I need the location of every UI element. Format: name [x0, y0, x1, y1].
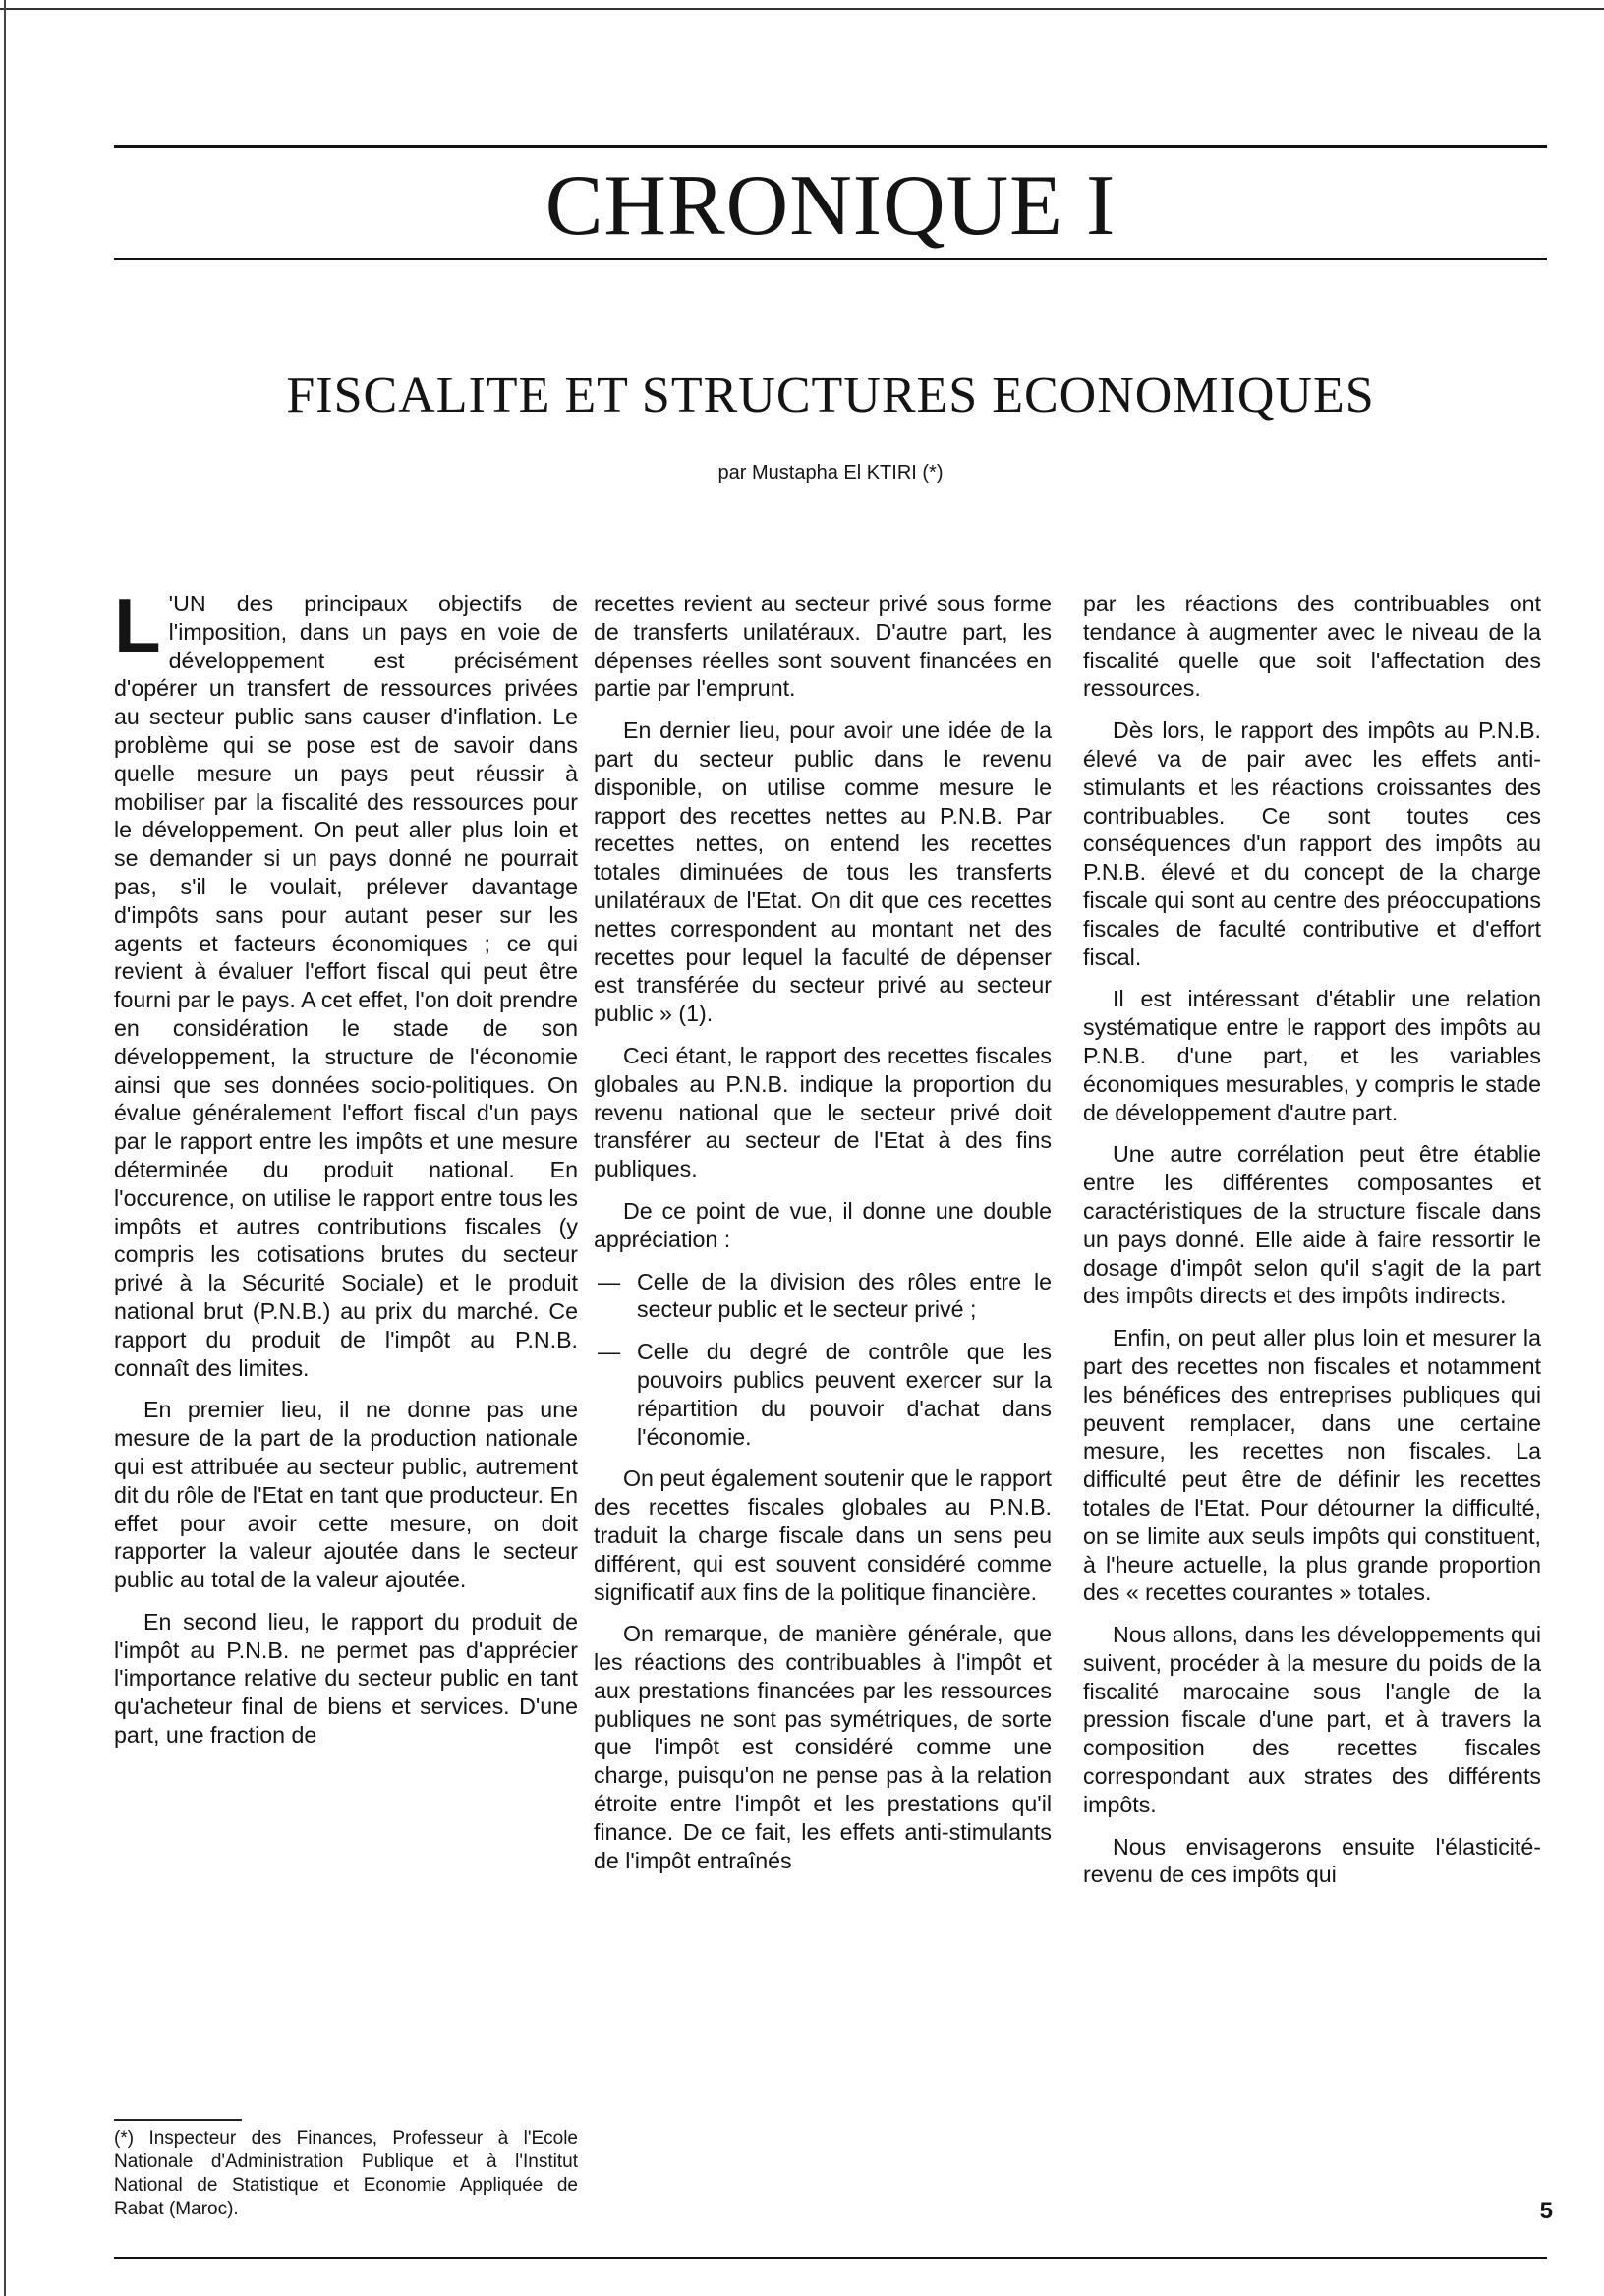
- page-bottom-rule: [114, 2257, 1547, 2259]
- chronicle-heading: CHRONIQUE I: [544, 158, 1117, 254]
- header-rule-top: [114, 145, 1547, 148]
- article-author: par Mustapha El KTIRI (*): [717, 462, 944, 484]
- list-item-text: Celle de la division des rôles entre le secteur public et le secteur privé ;: [637, 1268, 1052, 1323]
- page-number: 5: [1539, 2198, 1553, 2224]
- footnote: (*) Inspecteur des Finances, Professeur à l'Ecole Nationale d'Administration Publique et à l'Institut National de Statistique et Economie Appliquée de Rabat (Maroc).: [114, 2128, 578, 2219]
- paragraph: Ceci étant, le rapport des recettes fiscales globales au P.N.B. indique la proportion du revenu national que le secteur privé doit transférer au secteur de l'Etat à des fins publiques.: [594, 1042, 1052, 1182]
- drop-cap: L: [114, 590, 161, 668]
- paragraph: Une autre corrélation peut être établie entre les différentes composantes et caractéristiques de la structure fiscale dans un pays donné. Elle aide à faire ressortir le dosage d'impôt selon qu'il s'agit de la part des impôts directs et des impôts indirects.: [1083, 1141, 1541, 1309]
- paragraph: Il est intéressant d'établir une relation systématique entre le rapport des impôts au P.N.B. d'une part, et les variables économiques mesurables, y compris le stade de développement d'autre part.: [1083, 986, 1541, 1125]
- page-top-edge: [0, 8, 1604, 10]
- paragraph: par les réactions des contribuables ont tendance à augmenter avec le niveau de la fiscalité quelle que soit l'affectation des ressources.: [1083, 591, 1541, 702]
- footnote-rule: [114, 2119, 242, 2121]
- paragraph: En second lieu, le rapport du produit de l'impôt au P.N.B. ne permet pas d'apprécier l'importance relative du secteur public en tant qu'acheteur final de biens et services. D'une part, une fraction de: [114, 1608, 578, 1749]
- paragraph: Nous allons, dans les développements qui suivent, procéder à la mesure du poids de la fiscalité marocaine sous l'angle de la pression fiscale d'une part, et à travers la composition des recettes fiscales correspondant aux strates des différents impôts.: [1083, 1622, 1541, 1817]
- paragraph: Nous envisagerons ensuite l'élasticité-revenu de ces impôts qui: [1083, 1833, 1541, 1888]
- paragraph: recettes revient au secteur privé sous forme de transferts unilatéraux. D'autre part, les dépenses réelles sont souvent financées en partie par l'emprunt.: [594, 591, 1052, 702]
- paragraph: En premier lieu, il ne donne pas une mesure de la part de la production nationale qui est attribuée au secteur public, autrement dit du rôle de l'Etat en tant que producteur. En effet pour avoir cette mesure, on doit rapporter la valeur ajoutée dans le secteur public au total de la valeur ajoutée.: [114, 1397, 578, 1593]
- dash-list-item: [594, 1338, 1052, 1451]
- paragraph: Dès lors, le rapport des impôts au P.N.B. élevé va de pair avec les effets anti-stimulants et les réactions croissantes des contribuables. Ce sont toutes ces conséquences d'un rapport des impôts au P.N.B. élevé et du concept de la charge fiscale qui sont au centre des préoccupations fiscales de faculté contributive et d'effort fiscal.: [1083, 718, 1541, 970]
- text-column-1: [114, 590, 578, 2123]
- paragraph: En dernier lieu, pour avoir une idée de la part du secteur public dans le revenu disponible, on utilise comme mesure le rapport des recettes nettes au P.N.B. Par recettes nettes, on entend les recettes totales diminuées de tous les transferts unilatéraux de l'Etat. On dit que ces recettes nettes correspondent au montant net des recettes pour lequel la faculté de dépenser est transférée du secteur privé au secteur public » (1).: [594, 718, 1052, 1027]
- dash-marker: —: [598, 1339, 621, 1365]
- paragraph: On remarque, de manière générale, que les réactions des contribuables à l'impôt et aux prestations financées par les ressources publiques ne sont pas symétriques, de sorte que l'impôt est considéré comme une charge, puisqu'on ne pense pas à la relation étroite entre l'impôt et les prestations qu'il finance. De ce fait, les effets anti-stimulants de l'impôt entraînés: [594, 1621, 1052, 1873]
- paragraph-text: 'UN des principaux objectifs de l'imposition, dans un pays en voie de développement est précisément d'opérer un transfert de ressources privées au secteur public sans causer d'inflation. Le problème qui se pose est de savoir dans quelle mesure un pays peut réussir à mobiliser par la fiscalité des ressources pour le développement. On peut aller plus loin et se demander si un pays donné ne pourrait pas, s'il le voulait, prélever davantage d'impôts sans pour autant peser sur les agents et facteurs économiques ; ce qui revient à évaluer l'effort fiscal qui peut être fourni par le pays. A cet effet, l'on doit prendre en considération le stade de son développement, la structure de l'économie ainsi que ses données socio-politiques. On évalue généralement l'effort fiscal d'un pays par le rapport entre les impôts et une mesure déterminée du produit national. En l'occurence, on utilise le rapport entre tous les impôts et autres contributions fiscales (y compris les cotisations brutes du secteur privé à la Sécurité Sociale) et le produit national brut (P.N.B.) au prix du marché. Ce rapport du produit de l'impôt au P.N.B. connaît des limites.: [114, 591, 578, 1381]
- header-rule-bottom: [114, 258, 1547, 260]
- article-title: FISCALITE ET STRUCTURES ECONOMIQUES: [286, 368, 1375, 424]
- paragraph: De ce point de vue, il donne une double appréciation :: [594, 1197, 1052, 1252]
- paragraph: On peut également soutenir que le rapport des recettes fiscales globales au P.N.B. traduit la charge fiscale dans un sens peu différent, qui est souvent considéré comme significatif aux fins de la politique financière.: [594, 1465, 1052, 1605]
- dash-marker: —: [598, 1268, 621, 1294]
- text-column-3: [1083, 590, 1541, 2123]
- page-left-edge: [4, 0, 6, 2296]
- dash-list-item: [594, 1268, 1052, 1325]
- paragraph: [114, 590, 578, 1382]
- list-item-text: Celle du degré de contrôle que les pouvoirs publics peuvent exercer sur la répartition du pouvoir d'achat dans l'économie.: [637, 1339, 1052, 1450]
- text-column-2: [594, 590, 1052, 2123]
- paragraph: Enfin, on peut aller plus loin et mesurer la part des recettes non fiscales et notamment les bénéfices des entreprises publiques qui peuvent remplacer, dans une certaine mesure, les recettes non fiscales. La difficulté peut être de définir les recettes totales de l'Etat. Pour détourner la difficulté, on se limite aux seuls impôts qui constituent, à l'heure actuelle, la plus grande proportion des « recettes courantes » totales.: [1083, 1325, 1541, 1606]
